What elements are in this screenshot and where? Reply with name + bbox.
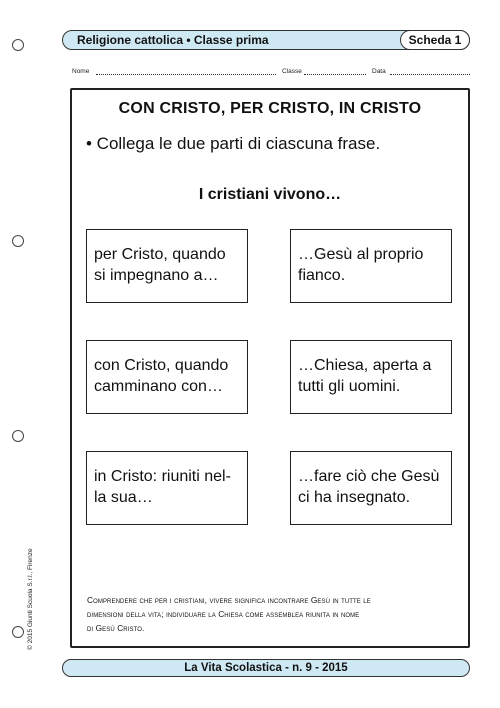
objective-line: dimensioni della vita; individuare la Chiesa come assemblea riunita in nome xyxy=(87,609,360,619)
header-bar xyxy=(62,30,470,50)
card-line: si impegnano a… xyxy=(94,267,219,284)
card-line: la sua… xyxy=(94,489,153,506)
footer-bar: La Vita Scolastica - n. 9 - 2015 xyxy=(62,659,470,677)
worksheet-subtitle: I cristiani vivono… xyxy=(198,186,342,203)
card-line: tutti gli uomini. xyxy=(298,378,401,395)
card-line: …fare ciò che Gesù xyxy=(298,468,440,485)
name-label: Nome xyxy=(72,68,90,75)
learning-objective xyxy=(87,593,459,635)
worksheet-number: Scheda 1 xyxy=(400,30,470,50)
subject-title: Religione cattolica • Classe prima xyxy=(77,33,269,47)
card-line: in Cristo: riuniti nel- xyxy=(94,468,231,485)
right-card-2[interactable] xyxy=(290,340,452,414)
instruction-text: • Collega le due parti di ciascuna frase. xyxy=(86,134,381,153)
objective-line: Comprendere che per i cristiani, vivere significa incontrare Gesù in tutte le xyxy=(87,595,371,605)
binder-hole xyxy=(12,430,24,442)
card-line: fianco. xyxy=(298,267,346,284)
binder-hole xyxy=(12,235,24,247)
card-line: per Cristo, quando xyxy=(94,246,226,263)
right-card-3[interactable] xyxy=(290,451,452,525)
card-line: camminano con… xyxy=(94,378,223,395)
left-card-1[interactable] xyxy=(86,229,248,303)
objective-line: di Gesù Cristo. xyxy=(87,623,145,633)
card-line: con Cristo, quando xyxy=(94,357,229,374)
binder-hole xyxy=(12,626,24,638)
right-card-1[interactable] xyxy=(290,229,452,303)
binder-hole xyxy=(12,39,24,51)
date-label: Data xyxy=(372,68,386,75)
left-card-3[interactable] xyxy=(86,451,248,525)
date-field[interactable] xyxy=(390,74,470,75)
class-field[interactable] xyxy=(304,74,366,75)
card-line: ci ha insegnato. xyxy=(298,489,411,506)
worksheet-box xyxy=(70,88,470,648)
class-label: Classe xyxy=(282,68,302,75)
name-field[interactable] xyxy=(96,74,276,75)
worksheet-title: CON CRISTO, PER CRISTO, IN CRISTO xyxy=(118,100,422,117)
card-line: …Gesù al proprio xyxy=(298,246,424,263)
card-line: …Chiesa, aperta a xyxy=(298,357,432,374)
left-card-2[interactable] xyxy=(86,340,248,414)
copyright-notice: © 2015 Giunti Scuola S.r.l., Firenze xyxy=(27,548,34,650)
